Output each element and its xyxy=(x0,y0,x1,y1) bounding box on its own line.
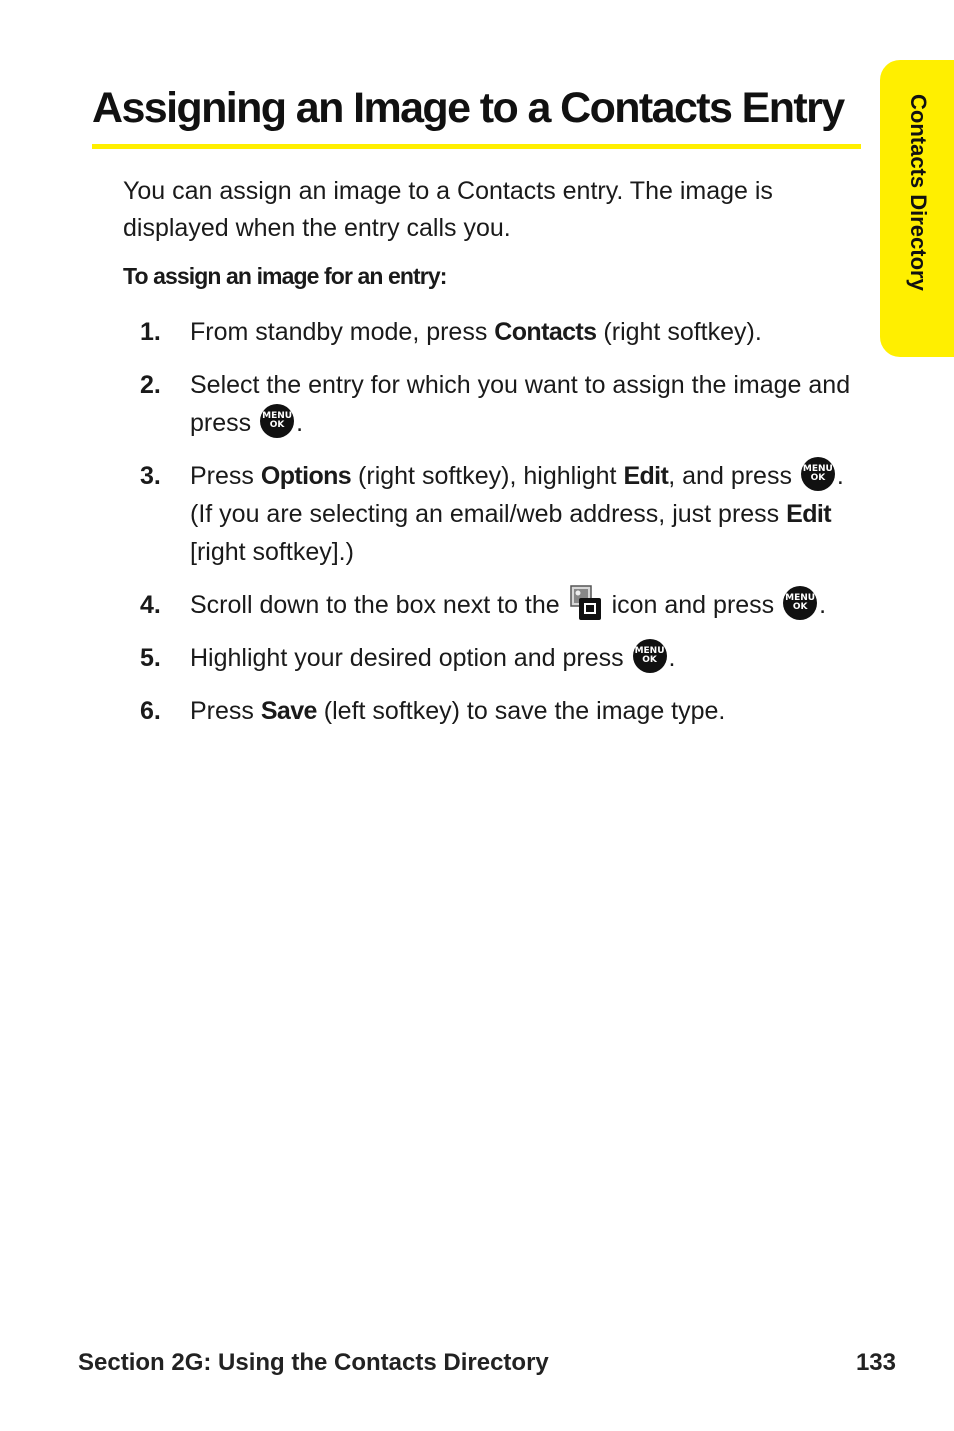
menu-ok-icon: MENU OK xyxy=(260,404,294,438)
step-number: 5. xyxy=(140,644,161,672)
key-contacts: Contacts xyxy=(494,318,597,346)
title-rule xyxy=(92,144,861,149)
menu-ok-icon: MENU OK xyxy=(783,586,817,620)
key-save: Save xyxy=(260,697,317,725)
key-edit: Edit xyxy=(623,462,669,490)
key-edit: Edit xyxy=(786,500,831,528)
footer-section-title: Section 2G: Using the Contacts Directory xyxy=(78,1349,549,1376)
step-text: Press Options (right softkey), highlight Edit, and press MENU OK . (If you are selecting an email/web address, just press Edit [right softkey].) xyxy=(190,457,865,571)
intro-paragraph: You can assign an image to a Contacts entry. The image is displayed when the entry calls you. xyxy=(123,177,773,242)
step-text: Highlight your desired option and press MENU OK . xyxy=(190,639,865,677)
menu-ok-icon: MENU OK xyxy=(801,457,835,491)
side-tab-label: Contacts Directory xyxy=(906,94,931,291)
step-text: From standby mode, press Contacts (right softkey). xyxy=(190,318,762,346)
step-text: Select the entry for which you want to assign the image and press MENU OK . xyxy=(190,371,851,437)
side-tab xyxy=(880,60,954,357)
step-number: 6. xyxy=(140,697,161,725)
procedure-heading: To assign an image for an entry: xyxy=(123,263,447,289)
picture-icon xyxy=(570,585,602,621)
key-options: Options xyxy=(260,462,352,490)
menu-ok-icon: MENU OK xyxy=(633,639,667,673)
page-number: 133 xyxy=(855,1349,896,1376)
step-number: 3. xyxy=(140,462,161,490)
step-number: 1. xyxy=(140,318,161,346)
step-number: 2. xyxy=(140,371,161,399)
step-text: Scroll down to the box next to the icon and press MENU OK . xyxy=(190,586,865,624)
step-number: 4. xyxy=(140,591,161,619)
step-text: Press Save (left softkey) to save the image type. xyxy=(190,697,726,725)
page-title: Assigning an Image to a Contacts Entry xyxy=(92,84,844,132)
